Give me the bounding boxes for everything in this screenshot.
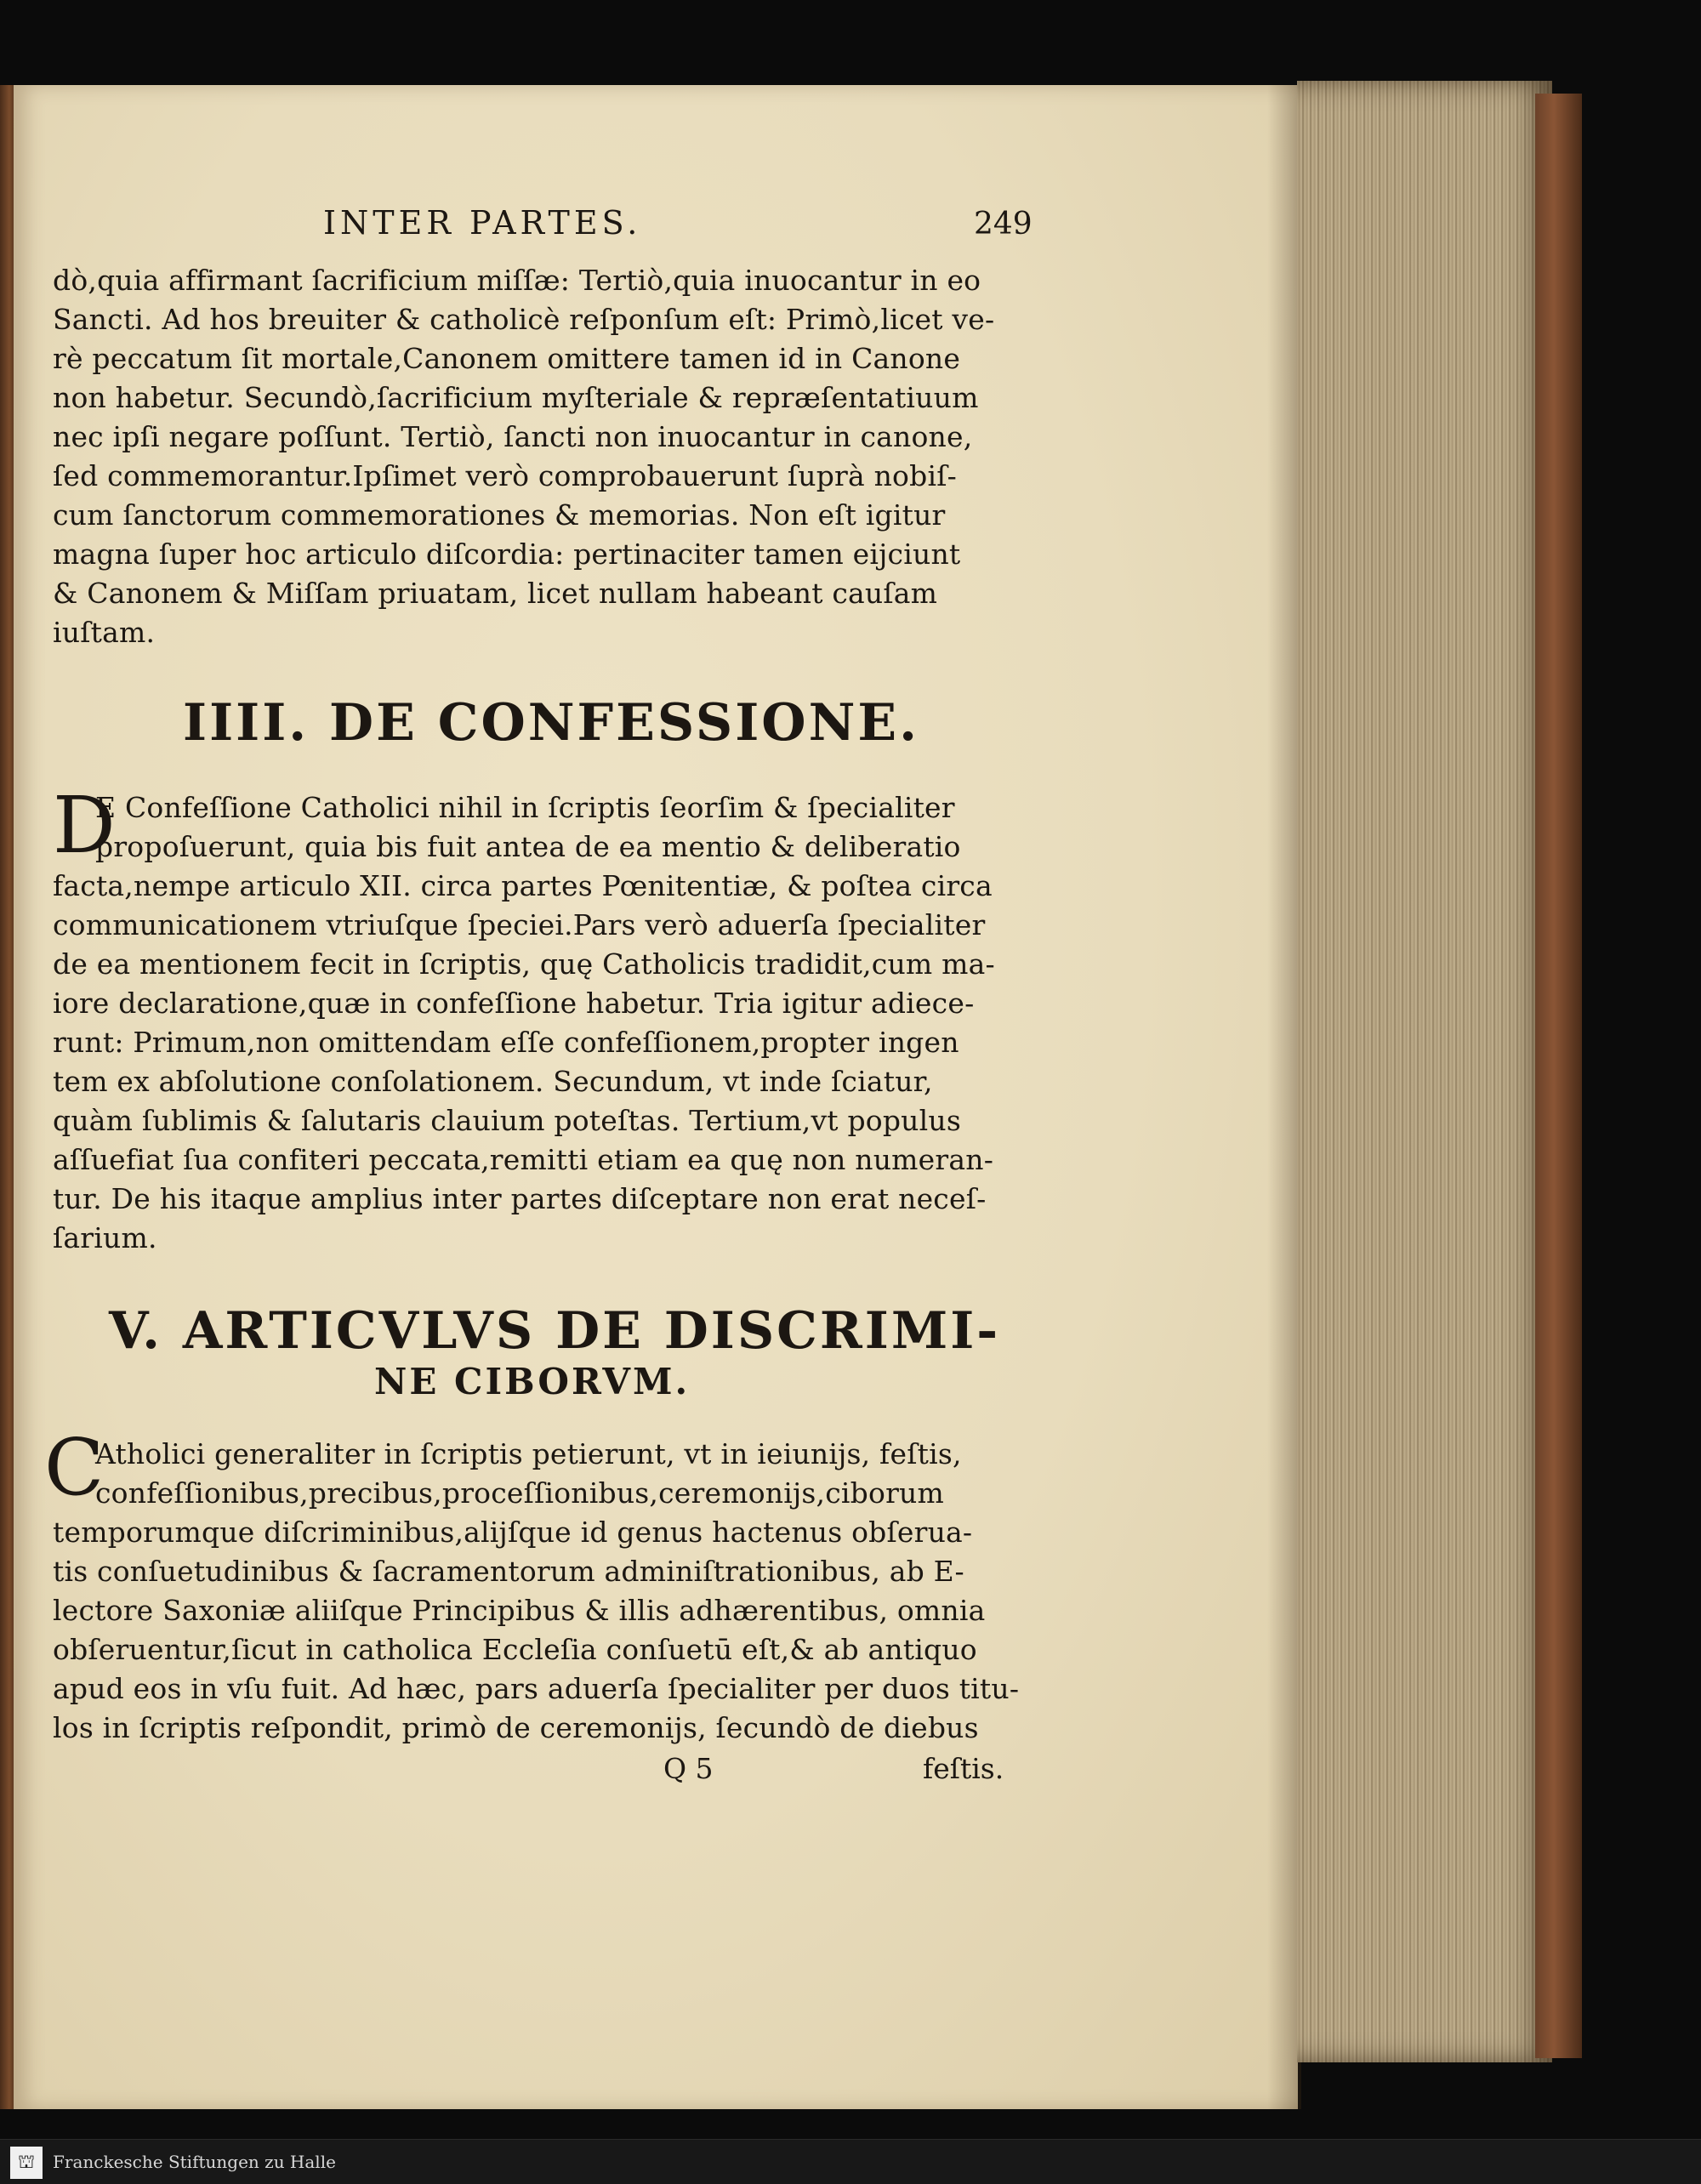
- page-edges: [1297, 81, 1552, 2062]
- text-line: magna ſuper hoc articulo diſcordia: pertinaciter tamen eijciunt: [53, 537, 961, 571]
- text-line: temporumque diſcriminibus,alijſque id genus hactenus obſerua-: [53, 1516, 973, 1549]
- text-line: tem ex abſolutione conſolationem. Secundum, vt inde ſciatur,: [53, 1065, 933, 1098]
- text-line: los in ſcriptis reſpondit, primò de ceremonijs, ſecundò de diebus: [53, 1711, 979, 1744]
- institution-logo-icon: ⛫: [10, 2147, 43, 2179]
- text-line: Sancti. Ad hos breuiter & catholicè reſponſum eſt: Primò,licet ve-: [53, 303, 995, 336]
- text-line: Atholici generaliter in ſcriptis petierunt, vt in ieiunijs, feſtis,: [95, 1437, 962, 1470]
- text-line: obſeruentur,ſicut in catholica Eccleſia conſuetū eſt,& ab antiquo: [53, 1633, 977, 1666]
- text-line: tur. De his itaque amplius inter partes diſceptare non erat neceſ-: [53, 1182, 987, 1215]
- text-line: iuſtam.: [53, 616, 156, 649]
- text-line: apud eos in vſu fuit. Ad hæc, pars aduerſa ſpecialiter per duos titu-: [53, 1672, 1020, 1705]
- section-heading-confession: IIII. DE CONFESSIONE.: [183, 693, 920, 753]
- text-line: ſarium.: [53, 1221, 157, 1254]
- drop-cap: D: [53, 780, 116, 871]
- text-line: dò,quia affirmant ſacrificium miſſæ: Tertiò,quia inuocantur in eo: [53, 264, 981, 297]
- section-heading-food: V. ARTICVLVS DE DISCRIMI-: [109, 1301, 1001, 1361]
- viewer-footer: [0, 2139, 1701, 2184]
- text-line: aſſuefiat ſua confiteri peccata,remitti etiam ea quę non numeran-: [53, 1143, 994, 1176]
- page-number: 249: [974, 207, 1033, 242]
- right-cover-edge: [1535, 94, 1582, 2058]
- text-line: confeſſionibus,precibus,proceſſionibus,ceremonijs,ciborum: [95, 1476, 944, 1510]
- text-line: propoſuerunt, quia bis fuit antea de ea mentio & deliberatio: [95, 830, 961, 863]
- text-line: nec ipſi negare poſſunt. Tertiò, ſancti non inuocantur in canone,: [53, 420, 973, 453]
- text-line: communicationem vtriuſque ſpeciei.Pars verò aduerſa ſpecialiter: [53, 908, 986, 941]
- text-line: ſed commemorantur.Ipſimet verò comprobauerunt ſuprà nobiſ-: [53, 459, 957, 492]
- text-line: non habetur. Secundò,ſacrificium myſteriale & repræſentatiuum: [53, 381, 979, 414]
- text-line: & Canonem & Miſſam priuatam, licet nullam habeant cauſam: [53, 577, 938, 610]
- drop-cap: C: [44, 1422, 105, 1513]
- section-heading-food-cont: NE CIBORVM.: [374, 1361, 691, 1402]
- text-line: lectore Saxoniæ aliiſque Principibus & illis adhærentibus, omnia: [53, 1594, 986, 1627]
- text-line: E Confeſſione Catholici nihil in ſcriptis ſeorſim & ſpecialiter: [95, 791, 955, 824]
- text-line: de ea mentionem fecit in ſcriptis, quę Catholicis tradidit,cum ma-: [53, 947, 995, 981]
- text-line: iore declaratione,quæ in confeſſione habetur. Tria igitur adiece-: [53, 987, 975, 1020]
- institution-name: Franckesche Stiftungen zu Halle: [53, 2152, 336, 2172]
- text-line: tis conſuetudinibus & ſacramentorum adminiſtrationibus, ab E-: [53, 1555, 964, 1588]
- text-line: cum ſanctorum commemorationes & memorias. Non eſt igitur: [53, 498, 946, 532]
- gutter-shadow: [1267, 85, 1301, 2109]
- text-line: quàm ſublimis & ſalutaris clauium poteſtas. Tertium,vt populus: [53, 1104, 961, 1137]
- signature-mark: Q 5: [663, 1752, 714, 1785]
- catchword: feſtis.: [923, 1752, 1004, 1785]
- text-line: runt: Primum,non omittendam eſſe confeſſionem,propter ingen: [53, 1026, 959, 1059]
- text-line: rè peccatum ſit mortale,Canonem omittere tamen id in Canone: [53, 342, 961, 375]
- running-head: INTER PARTES.: [323, 204, 642, 242]
- text-line: facta,nempe articulo XII. circa partes Pœnitentiæ, & poſtea circa: [53, 869, 993, 902]
